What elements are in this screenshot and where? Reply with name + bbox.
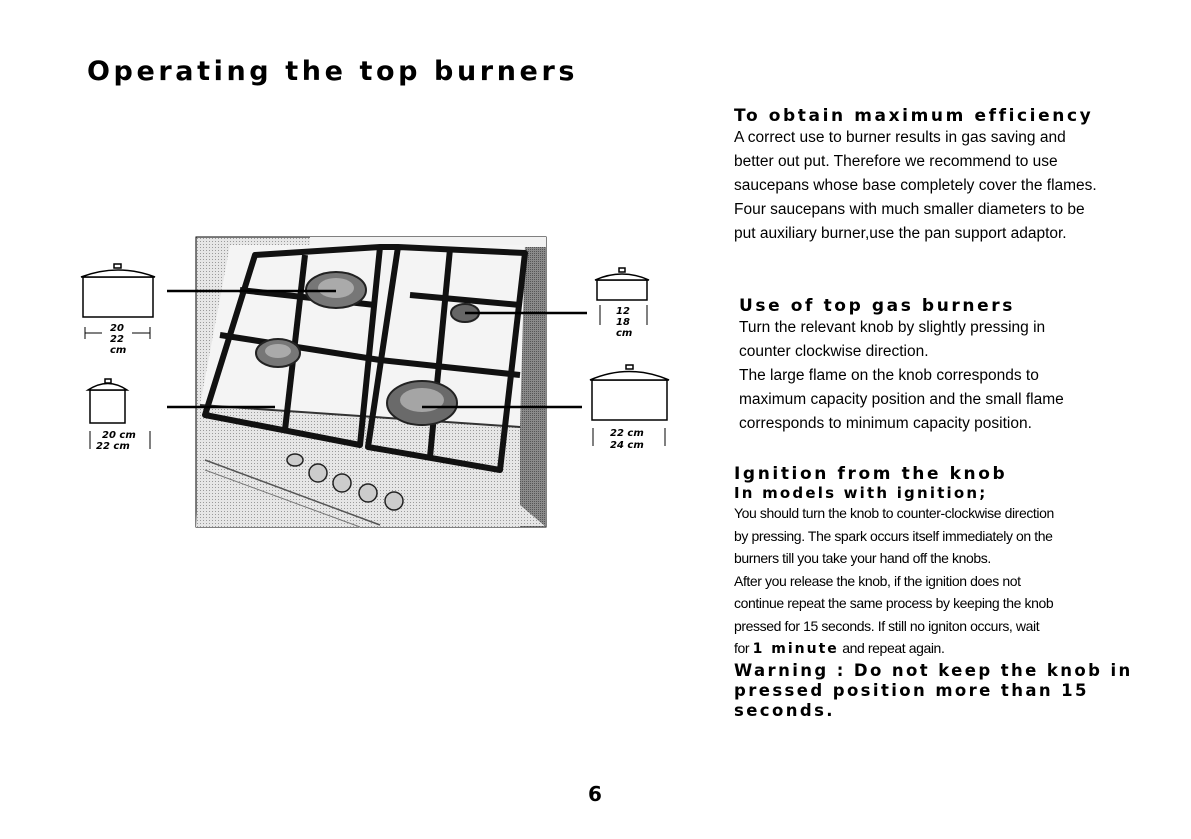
pan-icon-top-right <box>595 268 649 300</box>
section-body: Turn the relevant knob by slightly pressing in counter clockwise direction. The large flame on the knob corresponds to maximum capacity position and the small flame corresponds to minimum capacity position. <box>739 319 1064 432</box>
section-heading: Use of top gas burners <box>739 296 1015 316</box>
page-title: Operating the top burners <box>87 56 579 87</box>
section-body: You should turn the knob to counter-clockwise direction by pressing. The spark occurs itself immediately on the burners till you take your hand off the knobs. After you release the knob, if the ignition does not continue repeat the same process by keeping the knob pressed for 15 seconds. If still no igniton occurs, wait for 1 minute and repeat again. <box>734 505 1054 657</box>
pan-icon-top-left <box>81 264 155 317</box>
dim-top-right-unit: cm <box>616 328 633 339</box>
dim-top-left-2: 22 <box>110 334 124 345</box>
pan-icon-bottom-left <box>88 379 127 423</box>
section-heading: To obtain maximum efficiency <box>734 106 1094 126</box>
section-body: A correct use to burner results in gas saving and better out put. Therefore we recommend to use saucepans whose base completely cover the flames. Four saucepans with much smaller diameters to be put auxiliary burner,use the pan support adaptor. <box>734 129 1097 242</box>
section-heading: Ignition from the knob <box>734 464 1008 484</box>
section-use <box>739 296 1064 436</box>
dim-top-left-1: 20 <box>110 323 124 334</box>
dim-top-left-unit: cm <box>110 345 127 356</box>
pan-icon-bottom-right <box>590 365 669 420</box>
hob-illustration <box>80 235 680 535</box>
hob-photo <box>196 237 546 527</box>
dim-bottom-right-1: 22 cm <box>610 428 644 439</box>
dim-bottom-right-2: 24 cm <box>610 440 644 451</box>
dim-top-right-2: 18 <box>616 317 630 328</box>
page-number: 6 <box>588 782 602 806</box>
dim-bottom-left-1: 20 cm <box>102 430 136 441</box>
section-ignition <box>734 464 1133 721</box>
bold-duration: 1 minute <box>752 641 839 657</box>
section-subheading: In models with ignition; <box>734 484 988 502</box>
dim-bottom-left-2: 22 cm <box>96 441 130 452</box>
dim-top-right-1: 12 <box>616 306 630 317</box>
warning-text: Warning : Do not keep the knob in pressed position more than 15 seconds. <box>734 660 1133 720</box>
section-efficiency <box>734 106 1097 246</box>
